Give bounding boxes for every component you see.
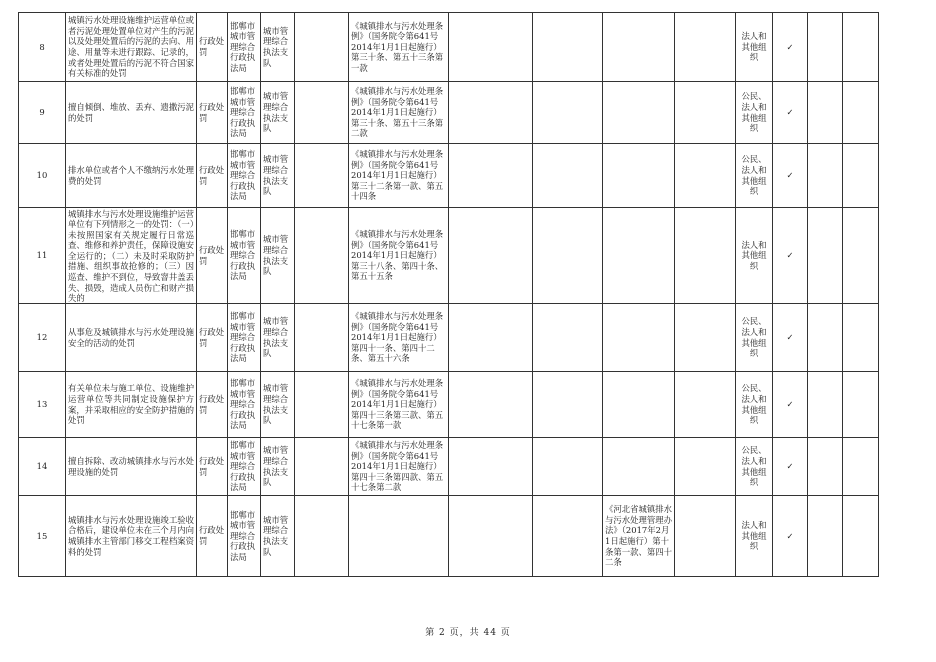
empty-cell (295, 82, 349, 144)
item-type-text: 行政处罚 (199, 164, 225, 186)
item-type (197, 144, 228, 208)
implementing-unit (261, 82, 295, 144)
implementing-unit (261, 304, 295, 372)
row-number-text: 11 (36, 250, 48, 261)
implementing-department (228, 372, 261, 438)
legal-basis-provincial (603, 438, 675, 496)
implementing-unit-text: 城市管理综合执法支队 (263, 91, 289, 134)
implementing-department (228, 82, 261, 144)
row-number (19, 304, 66, 372)
empty-cell (808, 304, 843, 372)
empty-cell (808, 144, 843, 208)
target-subject (736, 208, 773, 304)
legal-basis-provincial (603, 82, 675, 144)
empty-cell (295, 208, 349, 304)
empty-cell (449, 496, 533, 577)
row-number (19, 208, 66, 304)
item-type-text: 行政处罚 (199, 244, 225, 266)
item-type (197, 304, 228, 372)
check-mark-icon: ✓ (773, 208, 808, 304)
implementing-unit-text: 城市管理综合执法支队 (263, 445, 289, 488)
item-type-text: 行政处罚 (199, 101, 225, 123)
row-number-text: 12 (36, 332, 48, 343)
target-subject (736, 304, 773, 372)
permission-table (18, 12, 879, 577)
empty-cell (449, 438, 533, 496)
check-mark-icon: ✓ (773, 304, 808, 372)
empty-cell (449, 304, 533, 372)
target-subject-text: 公民、法人和其他组织 (741, 154, 767, 197)
row-number-text: 10 (36, 170, 48, 181)
item-name-text: 排水单位或者个人不缴纳污水处理费的处罚 (68, 164, 194, 186)
empty-cell (843, 13, 879, 82)
legal-basis-regulation (349, 438, 449, 496)
implementing-department-text: 邯郸市城市管理综合行政执法局 (230, 311, 256, 364)
target-subject (736, 13, 773, 82)
legal-basis-regulation (349, 144, 449, 208)
empty-cell (449, 144, 533, 208)
target-subject-text: 公民、法人和其他组织 (741, 445, 767, 488)
row-number (19, 372, 66, 438)
empty-cell (449, 13, 533, 82)
check-mark-icon: ✓ (773, 82, 808, 144)
legal-basis-regulation (349, 82, 449, 144)
target-subject-text: 公民、法人和其他组织 (741, 383, 767, 426)
legal-basis-provincial (603, 496, 675, 577)
page-footer: 第 2 页，共 44 页 (425, 628, 511, 638)
target-subject-text: 公民、法人和其他组织 (741, 316, 767, 359)
item-type-text: 行政处罚 (199, 525, 225, 546)
item-type-text: 行政处罚 (199, 326, 225, 348)
empty-cell (675, 208, 736, 304)
item-type (197, 13, 228, 82)
legal-basis-provincial (603, 13, 675, 82)
item-type-text: 行政处罚 (199, 455, 225, 477)
table-row (19, 372, 879, 438)
implementing-unit-text: 城市管理综合执法支队 (263, 234, 289, 277)
implementing-department-text: 邯郸市城市管理综合行政执法局 (230, 509, 256, 562)
item-name-text: 从事危及城镇排水与污水处理设施安全的活动的处罚 (68, 326, 194, 348)
implementing-unit (261, 13, 295, 82)
empty-cell (295, 496, 349, 577)
item-name-text: 城镇排水与污水处理设施维护运营单位有下列情形之一的处罚：（一）未按照国家有关规定履行日常巡查、维修和养护责任，保障设施安全运行的；（二）未及时采取防护措施、组织事故抢修的；（三）因巡查、维护不到位，导致窨井盖丢失、损毁，造成人员伤亡和财产损失的 (68, 208, 194, 303)
target-subject (736, 438, 773, 496)
row-number (19, 144, 66, 208)
table-row (19, 496, 879, 577)
check-mark-icon: ✓ (773, 496, 808, 577)
implementing-department (228, 496, 261, 577)
implementing-unit-text: 城市管理综合执法支队 (263, 316, 289, 359)
empty-cell (533, 144, 603, 208)
empty-cell (843, 304, 879, 372)
item-name-text: 城镇排水与污水处理设施竣工验收合格后，建设单位未在三个月内向城镇排水主管部门移交工程档案资料的处罚 (68, 514, 194, 557)
check-mark-icon: ✓ (773, 372, 808, 438)
empty-cell (808, 496, 843, 577)
table-row (19, 208, 879, 304)
row-number-text: 14 (36, 461, 48, 472)
table-body (19, 13, 879, 577)
empty-cell (808, 438, 843, 496)
empty-cell (295, 438, 349, 496)
empty-cell (808, 82, 843, 144)
legal-basis-regulation-text: 《城镇排水与污水处理条例》（国务院令第641号 2014年1月1日起施行）第四十三条第三款、第五十七条第一款 (351, 378, 444, 431)
legal-basis-regulation-text: 《城镇排水与污水处理条例》（国务院令第641号 2014年1月1日起施行）第四十三条第四款、第五十七条第二款 (351, 440, 444, 493)
empty-cell (533, 208, 603, 304)
empty-cell (533, 496, 603, 577)
empty-cell (675, 496, 736, 577)
target-subject (736, 82, 773, 144)
item-name (66, 13, 197, 82)
item-name (66, 496, 197, 577)
item-name-text: 擅自倾倒、堆放、丢弃、遗撒污泥的处罚 (68, 101, 194, 123)
empty-cell (843, 82, 879, 144)
check-mark-icon: ✓ (773, 144, 808, 208)
empty-cell (675, 144, 736, 208)
implementing-unit (261, 372, 295, 438)
implementing-department (228, 304, 261, 372)
empty-cell (533, 304, 603, 372)
item-name-text: 擅自拆除、改动城镇排水与污水处理设施的处罚 (68, 455, 194, 477)
legal-basis-regulation (349, 304, 449, 372)
empty-cell (533, 82, 603, 144)
target-subject (736, 372, 773, 438)
legal-basis-provincial-text: 《河北省城镇排水与污水处理管理办法》（2017年2月1日起施行）第十条第一款、第四十二条 (605, 504, 672, 568)
implementing-unit-text: 城市管理综合执法支队 (263, 514, 289, 557)
target-subject-text: 法人和其他组织 (741, 31, 767, 63)
item-type-text: 行政处罚 (199, 36, 225, 57)
item-type (197, 208, 228, 304)
empty-cell (295, 13, 349, 82)
target-subject (736, 496, 773, 577)
empty-cell (675, 372, 736, 438)
empty-cell (295, 144, 349, 208)
empty-cell (295, 304, 349, 372)
legal-basis-regulation (349, 372, 449, 438)
implementing-department-text: 邯郸市城市管理综合行政执法局 (230, 20, 256, 73)
empty-cell (843, 496, 879, 577)
empty-cell (675, 438, 736, 496)
item-type (197, 82, 228, 144)
empty-cell (295, 372, 349, 438)
implementing-department (228, 438, 261, 496)
item-name-text: 城镇污水处理设施维护运营单位或者污泥处理处置单位对产生的污泥以及处理处置后的污泥的去向、用途、用量等未进行跟踪、记录的，或者处理处置后的污泥不符合国家有关标准的处罚 (68, 15, 194, 79)
legal-basis-provincial (603, 208, 675, 304)
legal-basis-regulation-text: 《城镇排水与污水处理条例》（国务院令第641号 2014年1月1日起施行）第三十二条第一款、第五十四条 (351, 149, 444, 202)
empty-cell (843, 438, 879, 496)
item-name (66, 144, 197, 208)
legal-basis-regulation-text: 《城镇排水与污水处理条例》（国务院令第641号 2014年1月1日起施行）第四十一条、第四十二条、第五十六条 (351, 311, 444, 364)
legal-basis-regulation (349, 13, 449, 82)
empty-cell (843, 208, 879, 304)
row-number-text: 8 (39, 41, 45, 52)
empty-cell (533, 372, 603, 438)
item-name (66, 82, 197, 144)
implementing-department-text: 邯郸市城市管理综合行政执法局 (230, 149, 256, 202)
item-name (66, 438, 197, 496)
legal-basis-regulation (349, 496, 449, 577)
legal-basis-regulation-text: 《城镇排水与污水处理条例》（国务院令第641号 2014年1月1日起施行）第三十条、第五十三条第一款 (351, 20, 444, 73)
empty-cell (675, 13, 736, 82)
table-row (19, 304, 879, 372)
target-subject-text: 公民、法人和其他组织 (741, 91, 767, 134)
item-name (66, 372, 197, 438)
implementing-unit (261, 144, 295, 208)
table-row (19, 82, 879, 144)
item-name (66, 208, 197, 304)
check-mark-icon: ✓ (773, 13, 808, 82)
table-row (19, 144, 879, 208)
target-subject-text: 法人和其他组织 (741, 520, 767, 552)
legal-basis-regulation (349, 208, 449, 304)
empty-cell (808, 208, 843, 304)
legal-basis-regulation-text: 《城镇排水与污水处理条例》（国务院令第641号 2014年1月1日起施行）第三十条、第五十三条第二款 (351, 86, 444, 139)
implementing-unit (261, 208, 295, 304)
implementing-unit (261, 438, 295, 496)
item-type (197, 372, 228, 438)
row-number (19, 438, 66, 496)
target-subject (736, 144, 773, 208)
row-number (19, 82, 66, 144)
empty-cell (843, 144, 879, 208)
item-type-text: 行政处罚 (199, 393, 225, 415)
row-number-text: 15 (36, 530, 48, 541)
check-mark-icon: ✓ (773, 438, 808, 496)
item-name (66, 304, 197, 372)
empty-cell (449, 372, 533, 438)
empty-cell (449, 208, 533, 304)
table-row (19, 13, 879, 82)
empty-cell (808, 372, 843, 438)
empty-cell (675, 82, 736, 144)
row-number-text: 9 (39, 107, 45, 118)
table-row (19, 438, 879, 496)
item-type (197, 496, 228, 577)
legal-basis-provincial (603, 372, 675, 438)
implementing-department (228, 13, 261, 82)
row-number (19, 496, 66, 577)
empty-cell (675, 304, 736, 372)
legal-basis-provincial (603, 304, 675, 372)
implementing-department-text: 邯郸市城市管理综合行政执法局 (230, 229, 256, 282)
target-subject-text: 法人和其他组织 (741, 239, 767, 271)
empty-cell (843, 372, 879, 438)
item-type (197, 438, 228, 496)
implementing-department-text: 邯郸市城市管理综合行政执法局 (230, 378, 256, 431)
legal-basis-regulation-text: 《城镇排水与污水处理条例》（国务院令第641号 2014年1月1日起施行）第三十八条、第四十条、第五十五条 (351, 229, 444, 282)
implementing-unit-text: 城市管理综合执法支队 (263, 25, 289, 68)
item-name-text: 有关单位未与施工单位、设施维护运营单位等共同制定设施保护方案，并采取相应的安全防护措施的处罚 (68, 383, 194, 426)
implementing-department (228, 144, 261, 208)
implementing-unit (261, 496, 295, 577)
legal-basis-provincial (603, 144, 675, 208)
implementing-unit-text: 城市管理综合执法支队 (263, 154, 289, 197)
row-number-text: 13 (36, 399, 48, 410)
implementing-department (228, 208, 261, 304)
implementing-unit-text: 城市管理综合执法支队 (263, 383, 289, 426)
empty-cell (533, 438, 603, 496)
implementing-department-text: 邯郸市城市管理综合行政执法局 (230, 440, 256, 493)
empty-cell (533, 13, 603, 82)
row-number (19, 13, 66, 82)
implementing-department-text: 邯郸市城市管理综合行政执法局 (230, 86, 256, 139)
empty-cell (808, 13, 843, 82)
empty-cell (449, 82, 533, 144)
